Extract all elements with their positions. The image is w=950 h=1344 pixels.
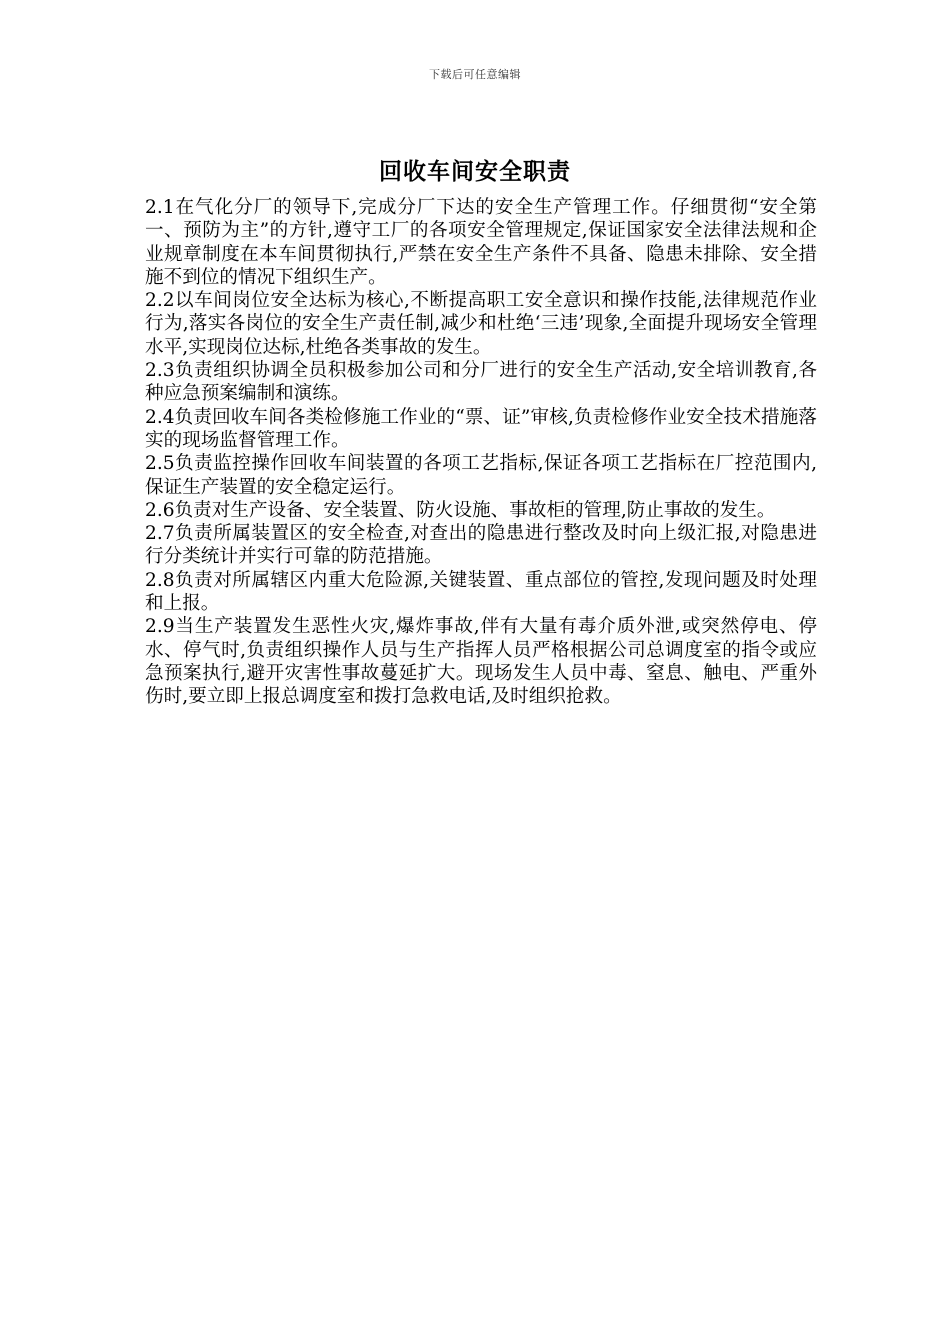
paragraph-2-9: 2.9当生产装置发生恶性火灾,爆炸事故,伴有大量有毒介质外泄,或突然停电、停水、停气时,负责组织操作人员与生产指挥人员严格根据公司总调度室的指令或应急预案执行,避开灾害性事故蔓延扩大。现场发生人员中毒、窒息、触电、严重外伤时,要立即上报总调度室和拨打急救电话,及时组织抢救。 [145, 616, 817, 708]
paragraph-2-7: 2.7负责所属装置区的安全检查,对查出的隐患进行整改及时向上级汇报,对隐患进行分类统计并实行可靠的防范措施。 [145, 523, 817, 568]
paragraph-2-8: 2.8负责对所属辖区内重大危险源,关键装置、重点部位的管控,发现问题及时处理和上报。 [145, 569, 817, 615]
paragraph-2-6: 2.6负责对生产设备、安全装置、防火设施、事故柜的管理,防止事故的发生。 [145, 499, 776, 521]
paragraph-2-2: 2.2以车间岗位安全达标为核心,不断提高职工安全意识和操作技能,法律规范作业行为,落实各岗位的安全生产责任制,减少和杜绝‘三违’现象,全面提升现场安全管理水平,实现岗位达标,杜绝各类事故的发生。 [145, 290, 817, 358]
paragraph-2-3: 2.3负责组织协调全员积极参加公司和分厂进行的安全生产活动,安全培训教育,各种应急预案编制和演练。 [145, 360, 817, 405]
paragraph-2-5: 2.5负责监控操作回收车间装置的各项工艺指标,保证各项工艺指标在厂控范围内,保证生产装置的安全稳定运行。 [145, 453, 817, 498]
paragraph-2-1: 2.1在气化分厂的领导下,完成分厂下达的安全生产管理工作。仔细贯彻“安全第一、预防为主”的方针,遵守工厂的各项安全管理规定,保证国家安全法律法规和企业规章制度在本车间贯彻执行,严禁在安全生产条件不具备、隐患未排除、安全措施不到位的情况下组织生产。 [145, 197, 817, 288]
paragraph-2-4: 2.4负责回收车间各类检修施工作业的“票、证”审核,负责检修作业安全技术措施落实的现场监督管理工作。 [145, 406, 817, 451]
document-body [145, 196, 817, 709]
document-title: 回收车间安全职责 [379, 159, 571, 185]
header-note: 下载后可任意编辑 [429, 68, 521, 81]
